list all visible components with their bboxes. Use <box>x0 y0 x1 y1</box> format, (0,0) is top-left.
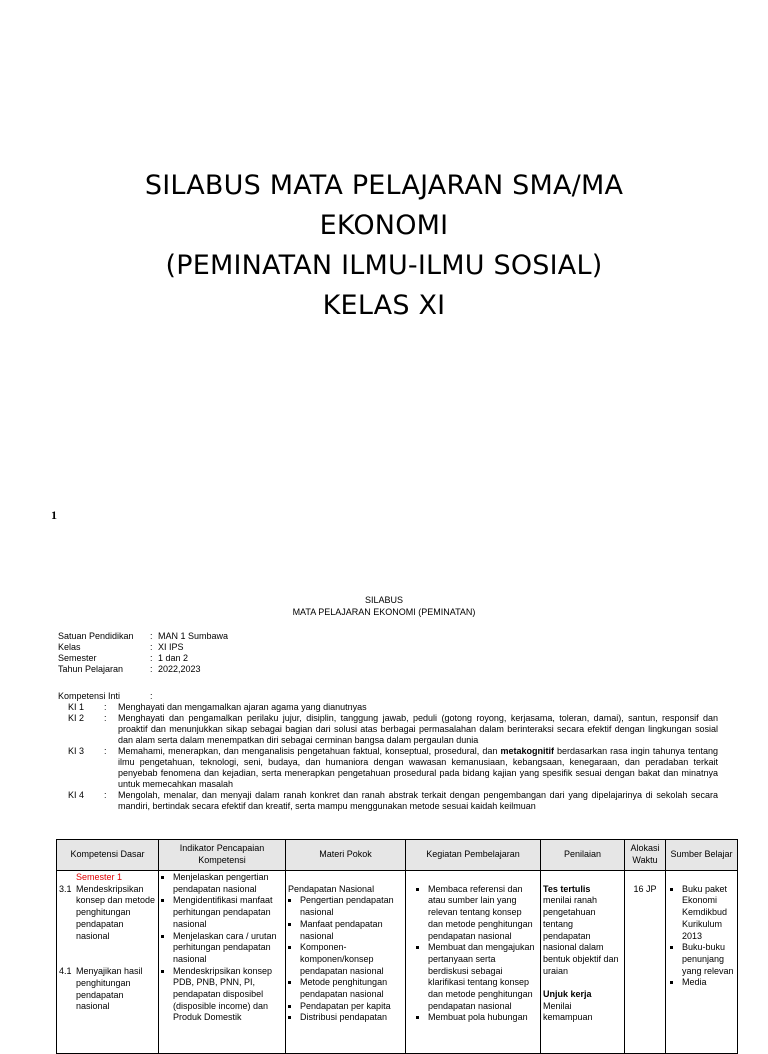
page-number: 1 <box>51 508 57 522</box>
identity-colon: : <box>150 631 153 641</box>
identity-colon: : <box>150 642 153 652</box>
sumber-cell <box>666 871 738 1054</box>
table-header-row <box>57 840 738 871</box>
kd-text: Mendeskripsikan konsep dan metode penghitungan pendapatan nasional <box>76 883 156 941</box>
identity-row <box>58 631 228 642</box>
alokasi-cell <box>625 871 666 1054</box>
list-item: ▪ Membuat pola hubungan <box>428 1012 538 1024</box>
list-item: ▪ Menjelaskan cara / urutan perhitungan pendapatan nasional <box>173 931 283 966</box>
ki-text-part: berdasarkan rasa ingin tahunya tentang ilmu pengetahuan, teknologi, seni, budaya, dan humaniora dengan wawasan kemanusiaan, kebangsaan, kenegaraan, dan peradaban terkait penyebab fenomena dan kejadian, serta menerapkan pengetahuan prosedural pada bidang kajian yang spesifik sesuai dengan bakat dan minatnya untuk memecahkan masalah <box>118 746 718 789</box>
identity-value: 2022,2023 <box>158 664 201 674</box>
column-header: Kegiatan Pembelajaran <box>406 840 541 871</box>
ki-colon: : <box>104 746 107 756</box>
ki-label: KI 2 <box>68 713 85 723</box>
list-item: ▪ Mendeskripsikan konsep PDB, PNB, PNN, PI, pendapatan disposibel (disposible income) dan Produk Domestik <box>173 966 283 1025</box>
column-header: Indikator Pencapaian Kompetensi <box>159 840 286 871</box>
kd-item <box>59 884 156 943</box>
sumber-list <box>668 884 735 989</box>
identity-block <box>58 631 228 675</box>
list-item: ▪ Buku paket Ekonomi Kemdikbud Kurikulum 2013 <box>682 884 735 943</box>
column-header: Sumber Belajar <box>666 840 738 871</box>
syllabus-header-line2: MATA PELAJARAN EKONOMI (PEMINATAN) <box>292 607 476 617</box>
list-item: ▪ Buku-buku penunjang yang relevan <box>682 942 735 977</box>
cover-title-line: SILABUS MATA PELAJARAN SMA/MA <box>144 170 624 201</box>
identity-row <box>58 642 228 653</box>
kd-number: 3.1 <box>59 883 72 894</box>
syllabus-table <box>56 839 738 1054</box>
identity-label: Satuan Pendidikan <box>58 631 134 641</box>
cover-title-line: KELAS XI <box>322 290 446 321</box>
ki-text-bold: metakognitif <box>500 746 554 756</box>
syllabus-header-line1: SILABUS <box>364 595 404 605</box>
alokasi-value: 16 JP <box>633 883 657 894</box>
ki-item <box>58 702 718 713</box>
identity-label: Tahun Pelajaran <box>58 664 124 674</box>
list-item: ▪ Pengertian pendapatan nasional <box>300 895 403 918</box>
semester-label: Semester 1 <box>76 872 123 882</box>
unjuk-text: Menilai kemampuan <box>543 1000 593 1023</box>
list-item: ▪ Komponen-komponen/konsep pendapatan nasional <box>300 942 403 977</box>
column-header: Materi Pokok <box>286 840 406 871</box>
tes-text: menilai ranah pengetahuan tentang pendapatan nasional dalam bentuk objektif dan uraian <box>543 895 619 976</box>
list-item: ▪ Menjelaskan pengertian pendapatan nasional <box>173 872 283 895</box>
list-item: ▪ Manfaat pendapatan nasional <box>300 919 403 942</box>
list-item: ▪ Membuat dan mengajukan pertanyaan serta berdiskusi sebagai klarifikasi tentang konsep dan metode penghitungan pendapatan nasional <box>428 942 538 1012</box>
core-competencies-colon: : <box>150 691 153 701</box>
identity-value: 1 dan 2 <box>158 653 189 663</box>
ki-text: Menghayati dan mengamalkan ajaran agama yang dianutnyas <box>118 702 367 712</box>
cover-title-line: EKONOMI <box>319 210 449 241</box>
ki-colon: : <box>104 702 107 712</box>
materi-title: Pendapatan Nasional <box>288 883 375 894</box>
identity-colon: : <box>150 653 153 663</box>
identity-row <box>58 664 228 675</box>
ki-label: KI 4 <box>68 790 85 800</box>
table-row <box>57 871 738 1054</box>
ki-label: KI 1 <box>68 702 85 712</box>
identity-value: MAN 1 Sumbawa <box>158 631 229 641</box>
syllabus-header <box>0 594 768 618</box>
ki-item <box>58 713 718 746</box>
list-item: ▪ Mengidentifikasi manfaat perhitungan pendapatan nasional <box>173 895 283 930</box>
list-item: ▪ Media <box>682 977 735 989</box>
ki-text <box>118 746 718 790</box>
ki-item <box>58 790 718 812</box>
tes-title: Tes tertulis <box>543 883 591 894</box>
cover-title <box>0 166 768 326</box>
list-item: ▪ Membaca referensi dan atau sumber lain yang relevan tentang konsep dan metode penghitungan pendapatan nasional <box>428 884 538 943</box>
core-competencies-label: Kompetensi Inti <box>58 691 121 701</box>
ki-item <box>58 746 718 790</box>
identity-row <box>58 653 228 664</box>
column-header: Alokasi Waktu <box>625 840 666 871</box>
core-competencies <box>58 691 718 812</box>
kd-cell <box>57 871 159 1054</box>
indikator-list <box>161 872 283 1024</box>
kd-text: Menyajikan hasil penghitungan pendapatan nasional <box>76 966 143 1012</box>
kd-item <box>59 966 156 1013</box>
identity-colon: : <box>150 664 153 674</box>
ki-colon: : <box>104 790 107 800</box>
column-header: Kompetensi Dasar <box>57 840 159 871</box>
ki-text: Mengolah, menalar, dan menyaji dalam ranah konkret dan ranah abstrak terkait dengan pengembangan dari yang dipelajarinya di sekolah secara mandiri, bertindak secara efektif dan kreatif, serta mampu menggunakan metode sesuai kaidah keilmuan <box>118 790 718 811</box>
list-item: ▪ Distribusi pendapatan <box>300 1012 403 1024</box>
unjuk-title: Unjuk kerja <box>543 989 592 999</box>
kegiatan-cell <box>406 871 541 1054</box>
column-header: Penilaian <box>541 840 625 871</box>
ki-colon: : <box>104 713 107 723</box>
indikator-cell <box>159 871 286 1054</box>
list-item: ▪ Metode penghitungan pendapatan nasional <box>300 977 403 1000</box>
materi-list <box>288 895 403 1024</box>
ki-text: Menghayati dan pengamalkan perilaku jujur, disiplin, tanggung jawab, peduli (gotong royong, kerjasama, toleran, damai), santun, responsif dan proaktif dan menunjukkan sikap sebagai bagian dari solusi atas berbagai permasalahan dalam berinteraksi secara efektif dengan lingkungan sosial dan alam serta dalam menempatkan diri sebagai cerminan bangsa dalam pergaulan dunia <box>118 713 718 745</box>
ki-label: KI 3 <box>68 746 85 756</box>
kd-number: 4.1 <box>59 966 72 977</box>
core-competencies-title <box>58 691 718 702</box>
penilaian-cell <box>541 871 625 1054</box>
ki-text-part: Memahami, menerapkan, dan menganalisis pengetahuan faktual, konseptual, prosedural, dan <box>118 746 501 756</box>
identity-label: Semester <box>58 653 97 663</box>
list-item: ▪ Pendapatan per kapita <box>300 1001 403 1013</box>
cover-title-line: (PEMINATAN ILMU-ILMU SOSIAL) <box>165 250 603 281</box>
identity-value: XI IPS <box>158 642 184 652</box>
identity-label: Kelas <box>58 642 81 652</box>
materi-cell <box>286 871 406 1054</box>
kegiatan-list <box>408 884 538 1024</box>
